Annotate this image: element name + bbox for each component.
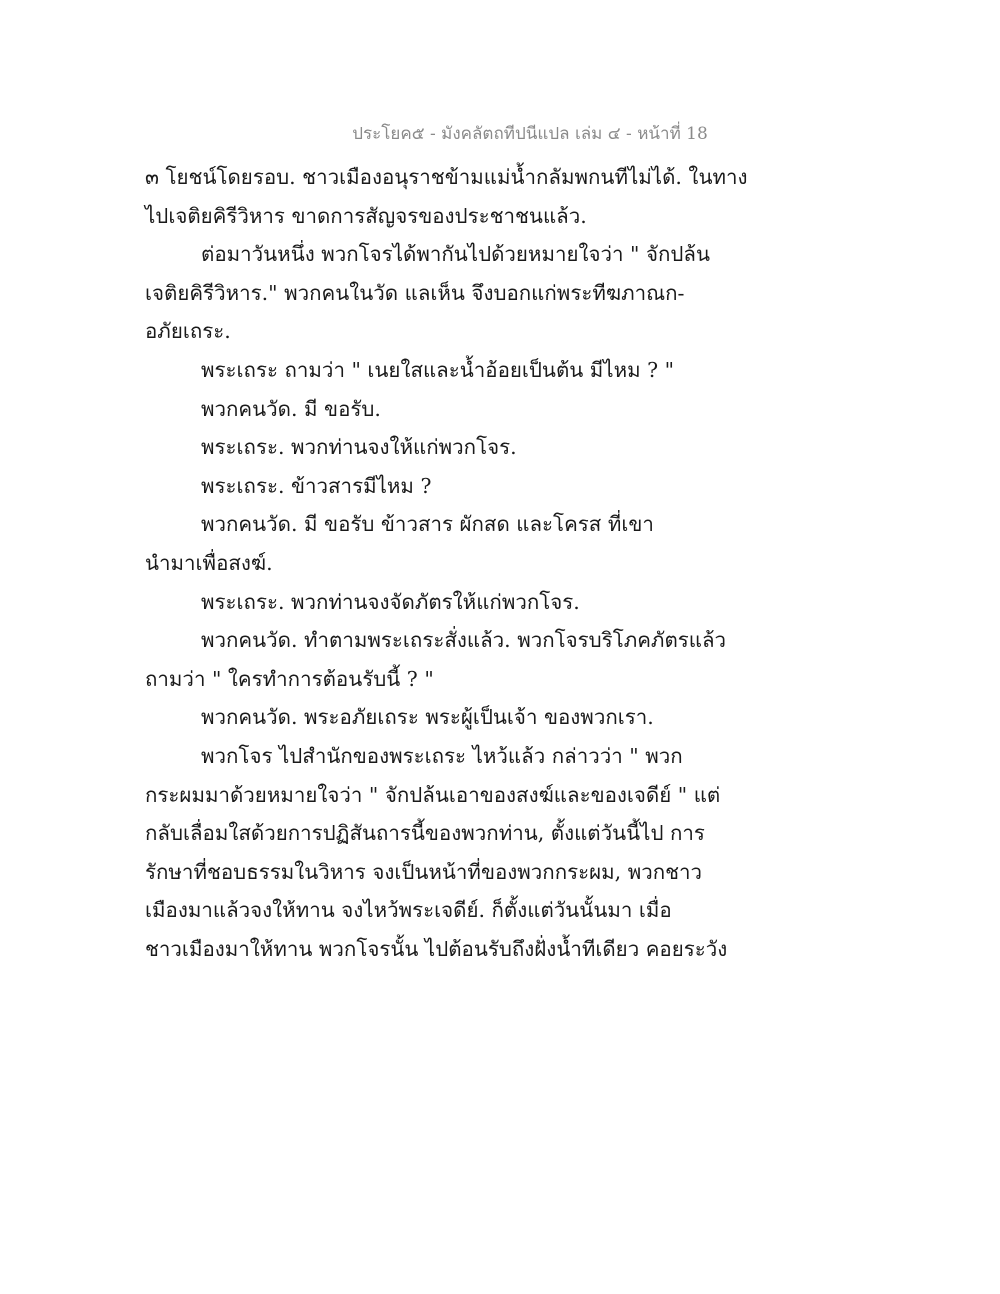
text-line: รักษาที่ชอบธรรมในวิหาร จงเป็นหน้าที่ของพวกกระผม, พวกชาว (145, 859, 703, 884)
text-line: นำมาเพื่อสงฆ์. (145, 550, 273, 575)
text-line: อภัยเถระ. (145, 319, 231, 344)
text-line: กลับเลื่อมใสด้วยการปฏิสันถารนี้ของพวกท่าน, ตั้งแต่วันนี้ไป การ (145, 821, 705, 846)
body-text (145, 158, 765, 968)
text-line: พวกคนวัด. พระอภัยเถระ พระผู้เป็นเจ้า ของพวกเรา. (201, 705, 654, 730)
text-line: พวกคนวัด. ทำตามพระเถระสั่งแล้ว. พวกโจรบริโภคภัตรแล้ว (201, 628, 727, 653)
text-line: ๓ โยชน์โดยรอบ. ชาวเมืองอนุราชข้ามแม่น้ำกลัมพกนทีไม่ได้. ในทาง (145, 165, 748, 189)
text-line: กระผมมาด้วยหมายใจว่า " จักปล้นเอาของสงฆ์และของเจดีย์ " แต่ (145, 782, 721, 807)
text-line: เมืองมาแล้วจงให้ทาน จงไหว้พระเจดีย์. ก็ตั้งแต่วันนั้นมา เมื่อ (145, 898, 672, 923)
text-line: พวกโจร ไปสำนักของพระเถระ ไหว้แล้ว กล่าวว่า " พวก (201, 743, 683, 768)
page-header: ประโยค๕ - มังคลัตถทีปนีแปล เล่ม ๔ - หน้าที่ 18 (352, 124, 708, 144)
text-line: ถามว่า " ใครทำการต้อนรับนี้ ? " (145, 666, 434, 691)
text-line: พระเถระ. ข้าวสารมีไหม ? (201, 473, 432, 498)
text-line: ต่อมาวันหนึ่ง พวกโจรได้พากันไปด้วยหมายใจว่า " จักปล้น (201, 242, 710, 267)
text-line: พวกคนวัด. มี ขอรับ. (201, 396, 381, 421)
text-line: พระเถระ. พวกท่านจงให้แก่พวกโจร. (201, 435, 517, 460)
text-line: พระเถระ ถามว่า " เนยใสและน้ำอ้อยเป็นต้น มีไหม ? " (201, 357, 675, 382)
text-line: พวกคนวัด. มี ขอรับ ข้าวสาร ผักสด และโครส ที่เขา (201, 512, 654, 537)
text-line: ชาวเมืองมาให้ทาน พวกโจรนั้น ไปต้อนรับถึงฝั่งน้ำทีเดียว คอยระวัง (145, 936, 728, 961)
text-line: เจติยคิรีวิหาร." พวกคนในวัด แลเห็น จึงบอกแก่พระทีฆภาณก- (145, 280, 685, 305)
text-line: ไปเจติยคิรีวิหาร ขาดการสัญจรของประชาชนแล้ว. (145, 203, 587, 228)
text-line: พระเถระ. พวกท่านจงจัดภัตรให้แก่พวกโจร. (201, 589, 580, 614)
